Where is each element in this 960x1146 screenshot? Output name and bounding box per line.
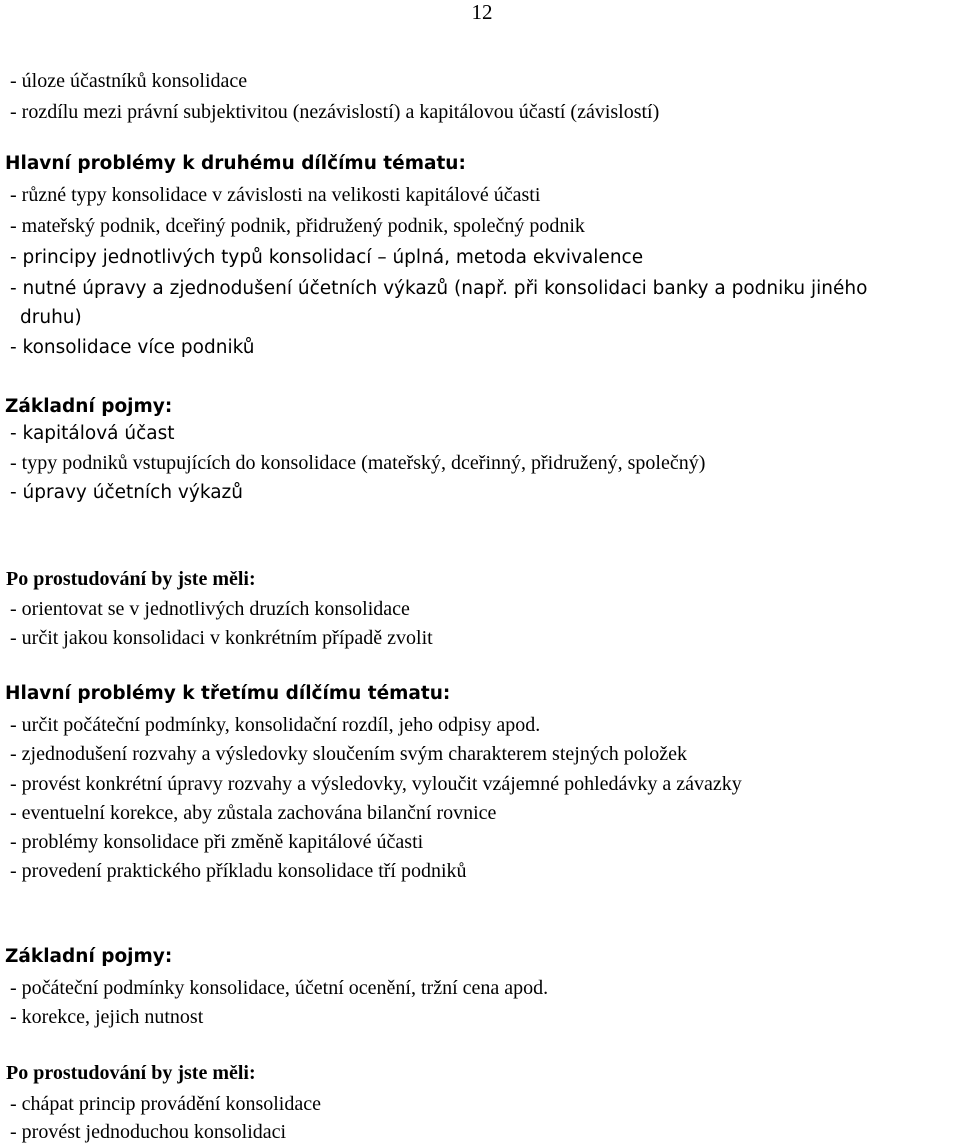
list-item: - úpravy účetních výkazů bbox=[10, 482, 243, 503]
page-number: 12 bbox=[471, 0, 493, 24]
list-item: - různé typy konsolidace v závislosti na velikosti kapitálové účasti bbox=[10, 184, 541, 206]
section-heading: Základní pojmy: bbox=[5, 396, 173, 417]
list-item: - eventuelní korekce, aby zůstala zachována bilanční rovnice bbox=[10, 802, 497, 824]
list-item: - chápat princip provádění konsolidace bbox=[10, 1093, 321, 1115]
list-item: - provedení praktického příkladu konsolidace tří podniků bbox=[10, 860, 467, 882]
list-item: druhu) bbox=[20, 307, 82, 328]
list-item: - konsolidace více podniků bbox=[10, 337, 255, 358]
list-item: - orientovat se v jednotlivých druzích konsolidace bbox=[10, 598, 410, 620]
list-item: - provést jednoduchou konsolidaci bbox=[10, 1121, 287, 1143]
list-item: - nutné úpravy a zjednodušení účetních výkazů (např. při konsolidaci banky a podniku jiného bbox=[10, 278, 868, 299]
list-item: - korekce, jejich nutnost bbox=[10, 1006, 204, 1028]
section-heading: Základní pojmy: bbox=[5, 946, 173, 967]
list-item: - zjednodušení rozvahy a výsledovky sloučením svým charakterem stejných položek bbox=[10, 743, 688, 765]
section-heading: Po prostudování by jste měli: bbox=[6, 568, 256, 590]
list-item: - kapitálová účast bbox=[10, 423, 175, 444]
list-item: - rozdílu mezi právní subjektivitou (nezávislostí) a kapitálovou účastí (závislostí) bbox=[10, 101, 660, 123]
list-item: - počáteční podmínky konsolidace, účetní ocenění, tržní cena apod. bbox=[10, 977, 549, 999]
list-item: - úloze účastníků konsolidace bbox=[10, 70, 248, 92]
list-item: - provést konkrétní úpravy rozvahy a výsledovky, vyloučit vzájemné pohledávky a závazky bbox=[10, 773, 742, 795]
section-heading: Hlavní problémy k třetímu dílčímu tématu: bbox=[5, 683, 451, 704]
section-heading: Hlavní problémy k druhému dílčímu tématu: bbox=[5, 153, 466, 174]
list-item: - problémy konsolidace při změně kapitálové účasti bbox=[10, 831, 424, 853]
list-item: - typy podniků vstupujících do konsolidace (mateřský, dceřinný, přidružený, společný) bbox=[10, 452, 706, 474]
list-item: - určit jakou konsolidaci v konkrétním případě zvolit bbox=[10, 627, 433, 649]
section-heading: Po prostudování by jste měli: bbox=[6, 1062, 256, 1084]
list-item: - mateřský podnik, dceřiný podnik, přidružený podnik, společný podnik bbox=[10, 215, 585, 237]
list-item: - určit počáteční podmínky, konsolidační rozdíl, jeho odpisy apod. bbox=[10, 714, 541, 736]
list-item: - principy jednotlivých typů konsolidací – úplná, metoda ekvivalence bbox=[10, 247, 644, 268]
